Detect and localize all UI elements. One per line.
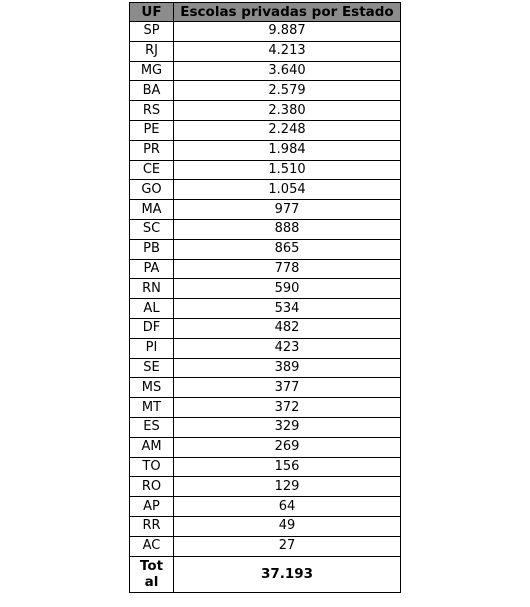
table-row	[130, 41, 401, 61]
table-row	[130, 457, 401, 477]
total-value: 37.193	[174, 556, 401, 592]
table-row	[130, 140, 401, 160]
cell-value: 2.248	[174, 120, 401, 140]
table-row	[130, 378, 401, 398]
cell-uf: MA	[130, 200, 174, 220]
cell-value: 2.380	[174, 101, 401, 121]
cell-uf: SE	[130, 358, 174, 378]
cell-value: 778	[174, 259, 401, 279]
cell-value: 2.579	[174, 81, 401, 101]
cell-uf: AM	[130, 437, 174, 457]
table-row	[130, 536, 401, 556]
total-label-line2: al	[144, 574, 159, 591]
cell-uf: SC	[130, 219, 174, 239]
cell-value: 534	[174, 299, 401, 319]
cell-uf: MT	[130, 398, 174, 418]
private-schools-table	[129, 2, 401, 593]
header-uf: UF	[130, 3, 174, 22]
cell-uf: GO	[130, 180, 174, 200]
table-row	[130, 180, 401, 200]
table-body	[130, 22, 401, 593]
cell-uf: MG	[130, 61, 174, 81]
cell-value: 64	[174, 497, 401, 517]
cell-uf: DF	[130, 318, 174, 338]
table-row	[130, 160, 401, 180]
table-row	[130, 417, 401, 437]
cell-value: 865	[174, 239, 401, 259]
cell-uf: PB	[130, 239, 174, 259]
cell-uf: MS	[130, 378, 174, 398]
schools-table-container	[129, 2, 400, 593]
cell-value: 482	[174, 318, 401, 338]
table-row	[130, 299, 401, 319]
table-row	[130, 120, 401, 140]
cell-value: 1.054	[174, 180, 401, 200]
total-label	[130, 556, 174, 592]
cell-value: 27	[174, 536, 401, 556]
table-row	[130, 219, 401, 239]
cell-value: 1.984	[174, 140, 401, 160]
table-row	[130, 61, 401, 81]
cell-value: 377	[174, 378, 401, 398]
cell-value: 329	[174, 417, 401, 437]
cell-uf: PR	[130, 140, 174, 160]
table-row	[130, 279, 401, 299]
table-row	[130, 398, 401, 418]
table-row	[130, 239, 401, 259]
table-row	[130, 101, 401, 121]
table-row	[130, 318, 401, 338]
cell-uf: RO	[130, 477, 174, 497]
cell-uf: TO	[130, 457, 174, 477]
table-row	[130, 437, 401, 457]
table-row	[130, 22, 401, 42]
cell-uf: PA	[130, 259, 174, 279]
cell-value: 1.510	[174, 160, 401, 180]
cell-uf: CE	[130, 160, 174, 180]
cell-value: 129	[174, 477, 401, 497]
cell-uf: RS	[130, 101, 174, 121]
cell-value: 888	[174, 219, 401, 239]
cell-value: 389	[174, 358, 401, 378]
table-row	[130, 358, 401, 378]
cell-uf: AL	[130, 299, 174, 319]
total-row	[130, 556, 401, 592]
cell-value: 977	[174, 200, 401, 220]
cell-value: 9.887	[174, 22, 401, 42]
cell-value: 372	[174, 398, 401, 418]
cell-value: 590	[174, 279, 401, 299]
cell-uf: PI	[130, 338, 174, 358]
table-row	[130, 200, 401, 220]
table-row	[130, 497, 401, 517]
cell-uf: RR	[130, 516, 174, 536]
cell-uf: RJ	[130, 41, 174, 61]
cell-uf: AP	[130, 497, 174, 517]
cell-value: 269	[174, 437, 401, 457]
cell-uf: RN	[130, 279, 174, 299]
total-label-line1: Tot	[139, 558, 164, 575]
table-row	[130, 516, 401, 536]
table-header-row	[130, 3, 401, 22]
cell-uf: AC	[130, 536, 174, 556]
table-row	[130, 477, 401, 497]
cell-value: 423	[174, 338, 401, 358]
cell-value: 3.640	[174, 61, 401, 81]
header-schools-count: Escolas privadas por Estado	[174, 3, 401, 22]
table-row	[130, 338, 401, 358]
table-row	[130, 259, 401, 279]
cell-uf: ES	[130, 417, 174, 437]
cell-value: 156	[174, 457, 401, 477]
table-row	[130, 81, 401, 101]
cell-value: 4.213	[174, 41, 401, 61]
cell-uf: PE	[130, 120, 174, 140]
cell-uf: SP	[130, 22, 174, 42]
cell-value: 49	[174, 516, 401, 536]
cell-uf: BA	[130, 81, 174, 101]
